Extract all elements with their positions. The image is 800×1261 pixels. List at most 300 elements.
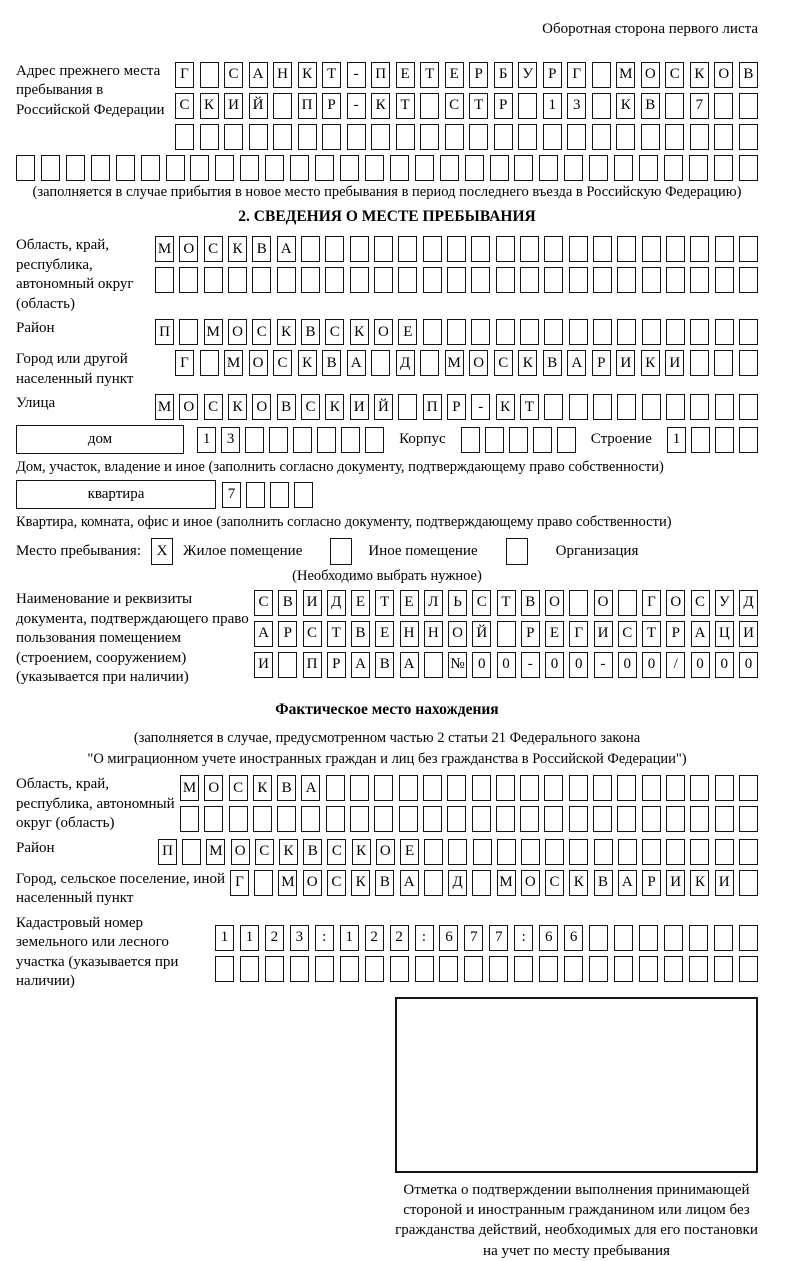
char-cell[interactable]: Е <box>545 621 564 647</box>
char-cell[interactable] <box>471 319 490 345</box>
char-cell[interactable]: В <box>641 93 660 119</box>
char-cell[interactable]: 6 <box>564 925 583 951</box>
char-cell[interactable]: В <box>351 621 370 647</box>
char-cell[interactable] <box>664 155 683 181</box>
char-cell[interactable] <box>715 427 734 453</box>
char-cell[interactable]: А <box>400 652 419 678</box>
char-cell[interactable]: К <box>616 93 635 119</box>
char-cell[interactable]: К <box>228 236 247 262</box>
char-cell[interactable]: Т <box>322 62 341 88</box>
char-cell[interactable] <box>340 956 359 982</box>
char-cell[interactable]: Р <box>494 93 513 119</box>
char-cell[interactable]: А <box>618 870 637 896</box>
char-cell[interactable]: 7 <box>464 925 483 951</box>
char-cell[interactable] <box>423 319 442 345</box>
char-cell[interactable] <box>642 236 661 262</box>
char-cell[interactable]: : <box>514 925 533 951</box>
char-cell[interactable]: А <box>301 775 320 801</box>
char-cell[interactable] <box>614 155 633 181</box>
char-cell[interactable] <box>270 482 289 508</box>
char-cell[interactable] <box>325 267 344 293</box>
char-cell[interactable] <box>666 319 685 345</box>
char-cell[interactable] <box>520 319 539 345</box>
char-cell[interactable]: К <box>253 775 272 801</box>
char-cell[interactable]: 7 <box>690 93 709 119</box>
char-cell[interactable] <box>390 956 409 982</box>
char-cell[interactable] <box>617 236 636 262</box>
checkbox-other-premises[interactable] <box>330 538 352 565</box>
char-cell[interactable] <box>641 124 660 150</box>
char-cell[interactable] <box>496 775 515 801</box>
char-cell[interactable] <box>666 839 685 865</box>
char-cell[interactable] <box>520 236 539 262</box>
char-cell[interactable] <box>520 775 539 801</box>
char-cell[interactable]: 3 <box>290 925 309 951</box>
char-cell[interactable] <box>245 427 264 453</box>
char-cell[interactable]: 1 <box>340 925 359 951</box>
char-cell[interactable] <box>689 925 708 951</box>
char-cell[interactable]: П <box>155 319 174 345</box>
char-cell[interactable] <box>365 427 384 453</box>
char-cell[interactable]: А <box>400 870 419 896</box>
char-cell[interactable]: 0 <box>739 652 758 678</box>
char-cell[interactable]: Е <box>445 62 464 88</box>
char-cell[interactable]: Р <box>642 870 661 896</box>
char-cell[interactable] <box>471 267 490 293</box>
char-cell[interactable] <box>569 236 588 262</box>
char-cell[interactable]: О <box>179 236 198 262</box>
char-cell[interactable] <box>715 394 734 420</box>
char-cell[interactable] <box>617 319 636 345</box>
char-cell[interactable]: А <box>567 350 586 376</box>
char-cell[interactable] <box>739 870 758 896</box>
checkbox-residential[interactable]: X <box>151 538 173 565</box>
char-cell[interactable] <box>520 267 539 293</box>
char-cell[interactable] <box>365 155 384 181</box>
char-cell[interactable]: В <box>521 590 540 616</box>
char-cell[interactable] <box>440 155 459 181</box>
char-cell[interactable]: И <box>303 590 322 616</box>
char-cell[interactable]: А <box>691 621 710 647</box>
char-cell[interactable]: М <box>180 775 199 801</box>
char-cell[interactable] <box>277 267 296 293</box>
char-cell[interactable]: И <box>616 350 635 376</box>
char-cell[interactable]: Е <box>400 839 419 865</box>
char-cell[interactable] <box>739 93 758 119</box>
char-cell[interactable]: 6 <box>539 925 558 951</box>
char-cell[interactable] <box>544 319 563 345</box>
char-cell[interactable] <box>569 775 588 801</box>
char-cell[interactable]: Й <box>374 394 393 420</box>
char-cell[interactable] <box>739 839 758 865</box>
char-cell[interactable] <box>642 775 661 801</box>
char-cell[interactable] <box>472 775 491 801</box>
char-cell[interactable]: С <box>301 394 320 420</box>
char-cell[interactable] <box>569 590 588 616</box>
char-cell[interactable] <box>739 394 758 420</box>
char-cell[interactable]: К <box>325 394 344 420</box>
char-cell[interactable]: Г <box>230 870 249 896</box>
char-cell[interactable] <box>739 350 758 376</box>
char-cell[interactable]: Т <box>396 93 415 119</box>
char-cell[interactable]: В <box>301 319 320 345</box>
char-cell[interactable]: П <box>423 394 442 420</box>
char-cell[interactable] <box>666 394 685 420</box>
char-cell[interactable]: О <box>641 62 660 88</box>
char-cell[interactable] <box>592 62 611 88</box>
char-cell[interactable]: / <box>666 652 685 678</box>
char-cell[interactable] <box>689 956 708 982</box>
char-cell[interactable] <box>690 839 709 865</box>
char-cell[interactable]: У <box>715 590 734 616</box>
char-cell[interactable]: - <box>347 62 366 88</box>
char-cell[interactable]: М <box>155 394 174 420</box>
char-cell[interactable] <box>617 775 636 801</box>
char-cell[interactable]: 2 <box>265 925 284 951</box>
char-cell[interactable] <box>514 956 533 982</box>
char-cell[interactable] <box>690 350 709 376</box>
char-cell[interactable] <box>617 806 636 832</box>
char-cell[interactable]: - <box>471 394 490 420</box>
char-cell[interactable] <box>253 806 272 832</box>
char-cell[interactable] <box>593 267 612 293</box>
char-cell[interactable]: Ц <box>715 621 734 647</box>
char-cell[interactable]: О <box>374 319 393 345</box>
char-cell[interactable] <box>66 155 85 181</box>
char-cell[interactable] <box>301 806 320 832</box>
char-cell[interactable] <box>544 775 563 801</box>
char-cell[interactable] <box>424 870 443 896</box>
char-cell[interactable]: С <box>445 93 464 119</box>
char-cell[interactable] <box>518 93 537 119</box>
char-cell[interactable] <box>179 319 198 345</box>
char-cell[interactable] <box>182 839 201 865</box>
char-cell[interactable]: Ь <box>448 590 467 616</box>
char-cell[interactable] <box>447 319 466 345</box>
char-cell[interactable] <box>690 319 709 345</box>
char-cell[interactable] <box>265 155 284 181</box>
char-cell[interactable] <box>254 870 273 896</box>
char-cell[interactable] <box>617 394 636 420</box>
char-cell[interactable]: С <box>472 590 491 616</box>
char-cell[interactable]: С <box>303 621 322 647</box>
char-cell[interactable] <box>497 621 516 647</box>
char-cell[interactable]: 0 <box>642 652 661 678</box>
char-cell[interactable]: Т <box>497 590 516 616</box>
char-cell[interactable] <box>496 806 515 832</box>
char-cell[interactable]: К <box>200 93 219 119</box>
char-cell[interactable]: С <box>204 394 223 420</box>
char-cell[interactable] <box>539 956 558 982</box>
char-cell[interactable]: Г <box>642 590 661 616</box>
char-cell[interactable] <box>496 236 515 262</box>
char-cell[interactable]: У <box>518 62 537 88</box>
char-cell[interactable] <box>714 925 733 951</box>
char-cell[interactable] <box>371 350 390 376</box>
char-cell[interactable] <box>690 394 709 420</box>
char-cell[interactable] <box>593 394 612 420</box>
char-cell[interactable]: Р <box>543 62 562 88</box>
char-cell[interactable] <box>91 155 110 181</box>
char-cell[interactable]: - <box>594 652 613 678</box>
char-cell[interactable] <box>399 806 418 832</box>
char-cell[interactable] <box>593 806 612 832</box>
char-cell[interactable] <box>689 155 708 181</box>
char-cell[interactable]: П <box>371 62 390 88</box>
char-cell[interactable]: 1 <box>543 93 562 119</box>
char-cell[interactable] <box>544 267 563 293</box>
char-cell[interactable]: Р <box>447 394 466 420</box>
char-cell[interactable]: Е <box>400 590 419 616</box>
char-cell[interactable]: № <box>448 652 467 678</box>
char-cell[interactable]: : <box>415 925 434 951</box>
char-cell[interactable]: К <box>641 350 660 376</box>
char-cell[interactable] <box>278 652 297 678</box>
char-cell[interactable]: М <box>278 870 297 896</box>
char-cell[interactable] <box>465 155 484 181</box>
char-cell[interactable]: Г <box>175 350 194 376</box>
char-cell[interactable] <box>617 267 636 293</box>
char-cell[interactable] <box>116 155 135 181</box>
char-cell[interactable] <box>326 806 345 832</box>
char-cell[interactable]: В <box>278 590 297 616</box>
char-cell[interactable]: Г <box>175 62 194 88</box>
char-cell[interactable] <box>642 394 661 420</box>
char-cell[interactable]: В <box>543 350 562 376</box>
char-cell[interactable] <box>496 267 515 293</box>
char-cell[interactable] <box>398 236 417 262</box>
char-cell[interactable]: О <box>714 62 733 88</box>
char-cell[interactable] <box>642 839 661 865</box>
char-cell[interactable]: Г <box>567 62 586 88</box>
char-cell[interactable]: Т <box>420 62 439 88</box>
char-cell[interactable] <box>423 775 442 801</box>
char-cell[interactable]: 1 <box>667 427 686 453</box>
char-cell[interactable] <box>326 775 345 801</box>
char-cell[interactable]: С <box>665 62 684 88</box>
char-cell[interactable] <box>739 319 758 345</box>
char-cell[interactable]: 0 <box>545 652 564 678</box>
char-cell[interactable]: О <box>469 350 488 376</box>
char-cell[interactable] <box>564 956 583 982</box>
char-cell[interactable] <box>447 267 466 293</box>
char-cell[interactable]: Д <box>327 590 346 616</box>
char-cell[interactable]: 7 <box>489 925 508 951</box>
char-cell[interactable] <box>520 806 539 832</box>
char-cell[interactable] <box>469 124 488 150</box>
char-cell[interactable]: Д <box>396 350 415 376</box>
char-cell[interactable]: 0 <box>618 652 637 678</box>
char-cell[interactable] <box>569 394 588 420</box>
char-cell[interactable] <box>200 350 219 376</box>
char-cell[interactable] <box>374 267 393 293</box>
char-cell[interactable] <box>715 775 734 801</box>
char-cell[interactable] <box>246 482 265 508</box>
char-cell[interactable]: С <box>273 350 292 376</box>
char-cell[interactable]: С <box>618 621 637 647</box>
char-cell[interactable] <box>589 155 608 181</box>
char-cell[interactable]: Е <box>398 319 417 345</box>
char-cell[interactable]: К <box>352 839 371 865</box>
char-cell[interactable]: К <box>350 319 369 345</box>
apartment-type-field[interactable]: квартира <box>16 480 216 509</box>
char-cell[interactable]: 0 <box>569 652 588 678</box>
char-cell[interactable] <box>593 775 612 801</box>
char-cell[interactable] <box>496 319 515 345</box>
char-cell[interactable]: Н <box>273 62 292 88</box>
char-cell[interactable]: С <box>204 236 223 262</box>
char-cell[interactable]: Й <box>249 93 268 119</box>
char-cell[interactable] <box>424 652 443 678</box>
char-cell[interactable]: Й <box>472 621 491 647</box>
char-cell[interactable]: А <box>254 621 273 647</box>
char-cell[interactable]: Т <box>642 621 661 647</box>
char-cell[interactable] <box>350 806 369 832</box>
char-cell[interactable] <box>642 267 661 293</box>
char-cell[interactable] <box>616 124 635 150</box>
char-cell[interactable]: Р <box>469 62 488 88</box>
char-cell[interactable]: П <box>303 652 322 678</box>
char-cell[interactable] <box>471 236 490 262</box>
char-cell[interactable]: С <box>255 839 274 865</box>
char-cell[interactable]: 6 <box>439 925 458 951</box>
char-cell[interactable]: 0 <box>497 652 516 678</box>
char-cell[interactable]: И <box>666 870 685 896</box>
char-cell[interactable] <box>424 839 443 865</box>
char-cell[interactable] <box>739 155 758 181</box>
char-cell[interactable] <box>569 806 588 832</box>
char-cell[interactable] <box>714 350 733 376</box>
char-cell[interactable] <box>215 956 234 982</box>
char-cell[interactable] <box>690 775 709 801</box>
char-cell[interactable] <box>739 124 758 150</box>
char-cell[interactable] <box>423 806 442 832</box>
char-cell[interactable]: Н <box>424 621 443 647</box>
char-cell[interactable] <box>664 925 683 951</box>
char-cell[interactable] <box>557 427 576 453</box>
char-cell[interactable] <box>301 236 320 262</box>
char-cell[interactable]: К <box>228 394 247 420</box>
char-cell[interactable] <box>447 236 466 262</box>
char-cell[interactable]: С <box>252 319 271 345</box>
char-cell[interactable] <box>190 155 209 181</box>
char-cell[interactable] <box>521 839 540 865</box>
char-cell[interactable] <box>396 124 415 150</box>
char-cell[interactable] <box>664 956 683 982</box>
char-cell[interactable] <box>398 394 417 420</box>
char-cell[interactable] <box>240 956 259 982</box>
char-cell[interactable] <box>589 925 608 951</box>
char-cell[interactable] <box>739 267 758 293</box>
char-cell[interactable] <box>423 236 442 262</box>
char-cell[interactable] <box>494 124 513 150</box>
char-cell[interactable] <box>589 956 608 982</box>
char-cell[interactable] <box>420 93 439 119</box>
char-cell[interactable] <box>439 956 458 982</box>
char-cell[interactable] <box>714 956 733 982</box>
char-cell[interactable]: А <box>249 62 268 88</box>
char-cell[interactable] <box>497 839 516 865</box>
char-cell[interactable]: М <box>445 350 464 376</box>
char-cell[interactable] <box>666 267 685 293</box>
char-cell[interactable]: О <box>594 590 613 616</box>
char-cell[interactable] <box>545 839 564 865</box>
char-cell[interactable] <box>639 925 658 951</box>
char-cell[interactable] <box>204 267 223 293</box>
char-cell[interactable] <box>569 319 588 345</box>
char-cell[interactable]: О <box>545 590 564 616</box>
char-cell[interactable]: С <box>224 62 243 88</box>
char-cell[interactable]: К <box>690 62 709 88</box>
char-cell[interactable] <box>448 839 467 865</box>
char-cell[interactable]: Д <box>739 590 758 616</box>
char-cell[interactable] <box>447 806 466 832</box>
char-cell[interactable] <box>301 267 320 293</box>
char-cell[interactable] <box>690 124 709 150</box>
char-cell[interactable] <box>390 155 409 181</box>
char-cell[interactable]: Т <box>469 93 488 119</box>
char-cell[interactable] <box>293 427 312 453</box>
char-cell[interactable] <box>472 870 491 896</box>
char-cell[interactable]: М <box>616 62 635 88</box>
char-cell[interactable]: В <box>303 839 322 865</box>
char-cell[interactable] <box>229 806 248 832</box>
char-cell[interactable]: И <box>224 93 243 119</box>
char-cell[interactable] <box>179 267 198 293</box>
char-cell[interactable]: И <box>665 350 684 376</box>
char-cell[interactable] <box>714 93 733 119</box>
char-cell[interactable] <box>398 267 417 293</box>
char-cell[interactable] <box>666 806 685 832</box>
char-cell[interactable] <box>350 267 369 293</box>
char-cell[interactable]: Т <box>520 394 539 420</box>
char-cell[interactable] <box>567 124 586 150</box>
char-cell[interactable] <box>739 956 758 982</box>
char-cell[interactable]: С <box>327 839 346 865</box>
char-cell[interactable] <box>155 267 174 293</box>
char-cell[interactable]: А <box>347 350 366 376</box>
char-cell[interactable] <box>639 155 658 181</box>
char-cell[interactable] <box>204 806 223 832</box>
char-cell[interactable]: В <box>322 350 341 376</box>
char-cell[interactable] <box>277 806 296 832</box>
char-cell[interactable]: К <box>351 870 370 896</box>
char-cell[interactable]: Е <box>396 62 415 88</box>
char-cell[interactable] <box>642 319 661 345</box>
char-cell[interactable]: И <box>594 621 613 647</box>
house-type-field[interactable]: дом <box>16 425 184 454</box>
char-cell[interactable] <box>592 93 611 119</box>
char-cell[interactable]: С <box>175 93 194 119</box>
char-cell[interactable]: П <box>158 839 177 865</box>
char-cell[interactable] <box>415 155 434 181</box>
char-cell[interactable] <box>240 155 259 181</box>
char-cell[interactable]: О <box>179 394 198 420</box>
char-cell[interactable]: : <box>315 925 334 951</box>
char-cell[interactable] <box>639 956 658 982</box>
char-cell[interactable]: Р <box>278 621 297 647</box>
char-cell[interactable] <box>539 155 558 181</box>
char-cell[interactable]: О <box>249 350 268 376</box>
char-cell[interactable]: В <box>739 62 758 88</box>
char-cell[interactable] <box>273 124 292 150</box>
char-cell[interactable] <box>461 427 480 453</box>
char-cell[interactable] <box>315 155 334 181</box>
char-cell[interactable] <box>715 839 734 865</box>
char-cell[interactable]: И <box>254 652 273 678</box>
char-cell[interactable] <box>485 427 504 453</box>
char-cell[interactable]: М <box>224 350 243 376</box>
